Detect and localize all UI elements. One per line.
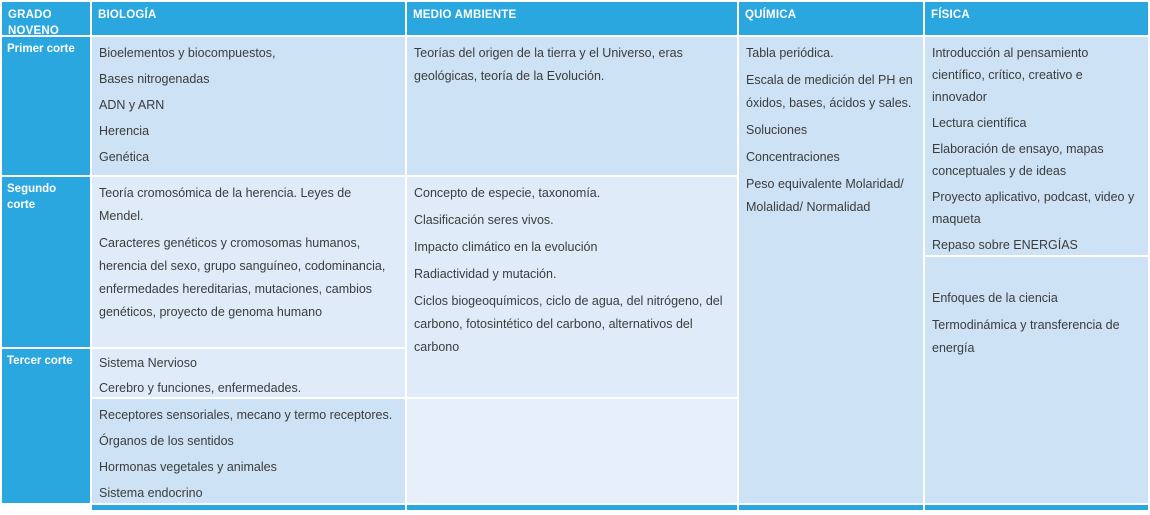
table-bottom-edge-segment bbox=[739, 505, 923, 510]
header-cell-quimica: QUÍMICA bbox=[739, 2, 923, 35]
cell-paragraph: Proyecto aplicativo, podcast, video y maqueta bbox=[932, 190, 1135, 226]
cell-medio-ambiente-primer-corte bbox=[407, 37, 737, 175]
cell-paragraph: Órganos de los sentidos bbox=[99, 434, 234, 448]
cell-paragraph: Clasificación seres vivos. bbox=[414, 213, 554, 227]
row-label-segundo-corte: Segundo corte bbox=[2, 177, 90, 347]
table-bottom-edge-segment bbox=[925, 505, 1148, 510]
cell-paragraph: Peso equivalente Molaridad/ Molalidad/ Normalidad bbox=[746, 177, 904, 214]
cell-paragraph: Impacto climático en la evolución bbox=[414, 240, 598, 254]
cell-biologia-segundo-corte bbox=[92, 177, 405, 347]
row-label-tercer-corte: Tercer corte bbox=[2, 349, 90, 503]
cell-medio-ambiente-segundo-corte bbox=[407, 177, 737, 397]
header-cell-fisica: FÍSICA bbox=[925, 2, 1148, 35]
cell-paragraph: Ciclos biogeoquímicos, ciclo de agua, del nitrógeno, del carbono, fotosintético del carbono, alternativos del carbono bbox=[414, 294, 723, 354]
cell-quimica-merged bbox=[739, 37, 923, 503]
cell-biologia-tercer-corte-b bbox=[92, 399, 405, 503]
cell-paragraph: Sistema endocrino bbox=[99, 486, 203, 500]
cell-paragraph: Teorías del origen de la tierra y el Universo, eras geológicas, teoría de la Evolución. bbox=[414, 46, 683, 83]
cell-paragraph: Herencia bbox=[99, 124, 150, 138]
cell-paragraph: ADN y ARN bbox=[99, 98, 165, 112]
table-bottom-edge-segment bbox=[92, 505, 405, 510]
cell-paragraph: Escala de medición del PH en óxidos, bases, ácidos y sales. bbox=[746, 73, 913, 110]
cell-paragraph: Tabla periódica. bbox=[746, 46, 834, 60]
cell-paragraph: Introducción al pensamiento científico, crítico, creativo e innovador bbox=[932, 46, 1089, 104]
cell-paragraph: Teoría cromosómica de la herencia. Leyes de Mendel. bbox=[99, 186, 352, 223]
cell-biologia-primer-corte bbox=[92, 37, 405, 175]
cell-paragraph: Bases nitrogenadas bbox=[99, 72, 210, 86]
cell-biologia-tercer-corte-a bbox=[92, 349, 405, 397]
cell-fisica-tercer-corte bbox=[925, 257, 1148, 503]
cell-paragraph: Repaso sobre ENERGÍAS bbox=[932, 238, 1078, 252]
header-cell-biologia: BIOLOGÍA bbox=[92, 2, 405, 35]
table-bottom-edge-segment bbox=[407, 505, 737, 510]
cell-medio-ambiente-tercer-corte-empty bbox=[407, 399, 737, 503]
cell-paragraph: Caracteres genéticos y cromosomas humanos, herencia del sexo, grupo sanguíneo, codominancia, enfermedades hereditarias, mutaciones, cambios genéticos, proyecto de genoma humano bbox=[99, 236, 386, 319]
header-cell-medio-ambiente: MEDIO AMBIENTE bbox=[407, 2, 737, 35]
cell-paragraph: Lectura científica bbox=[932, 116, 1027, 130]
cell-paragraph: Concentraciones bbox=[746, 150, 840, 164]
cell-paragraph: Termodinámica y transferencia de energía bbox=[932, 318, 1120, 355]
row-label-primer-corte: Primer corte bbox=[2, 37, 90, 175]
cell-paragraph: Enfoques de la ciencia bbox=[932, 291, 1058, 305]
cell-paragraph: Sistema Nervioso bbox=[99, 356, 197, 370]
cell-paragraph: Concepto de especie, taxonomía. bbox=[414, 186, 601, 200]
cell-paragraph: Soluciones bbox=[746, 123, 808, 137]
cell-paragraph: Receptores sensoriales, mecano y termo receptores. bbox=[99, 408, 393, 422]
cell-fisica-primer-segundo-corte bbox=[925, 37, 1148, 255]
cell-paragraph: Hormonas vegetales y animales bbox=[99, 460, 277, 474]
cell-paragraph: Genética bbox=[99, 150, 150, 164]
cell-paragraph: Radiactividad y mutación. bbox=[414, 267, 557, 281]
cell-paragraph: Bioelementos y biocompuestos, bbox=[99, 46, 276, 60]
header-cell-grado-noveno: GRADO NOVENO bbox=[2, 2, 90, 35]
cell-paragraph: Cerebro y funciones, enfermedades. bbox=[99, 381, 302, 395]
cell-paragraph: Elaboración de ensayo, mapas conceptuales y de ideas bbox=[932, 142, 1104, 178]
